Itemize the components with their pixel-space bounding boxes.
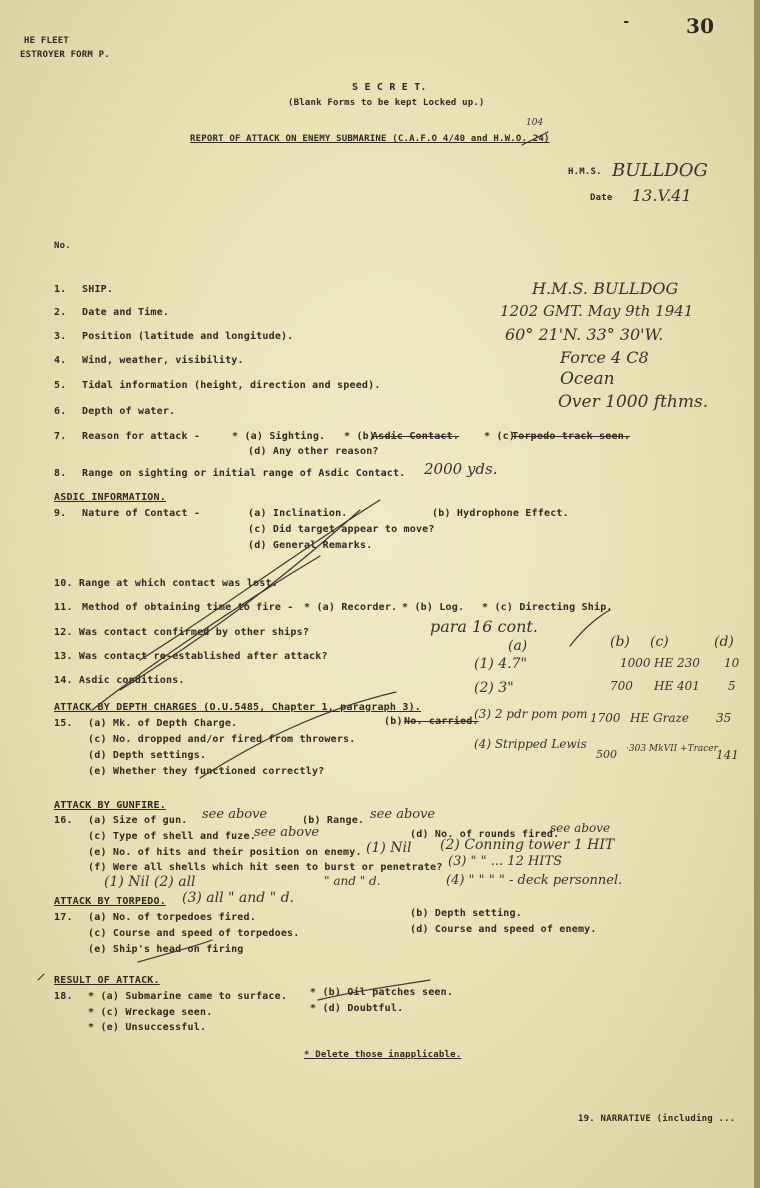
item-3-num: 3. <box>54 331 67 342</box>
depth-charges-heading: ATTACK BY DEPTH CHARGES (O.U.5485, Chapter 1, paragraph 3). <box>54 702 422 713</box>
asdic-heading: ASDIC INFORMATION. <box>54 492 166 503</box>
q10: 10. Range at which contact was lost. <box>54 578 278 589</box>
item-2-answer: 1202 GMT. May 9th 1941 <box>500 302 694 320</box>
item-8-answer: 2000 yds. <box>424 460 498 478</box>
q18-e: * (e) Unsuccessful. <box>88 1022 207 1033</box>
item-7-label: Reason for attack - <box>82 431 201 442</box>
result-strike <box>318 980 430 1000</box>
item-6-num: 6. <box>54 406 67 417</box>
q16-c: (c) Type of shell and fuze. <box>88 831 256 842</box>
q12: 12. Was contact confirmed by other ships? <box>54 627 310 638</box>
q15-num: 15. <box>54 718 73 729</box>
q16-b-answer: see above <box>370 807 436 822</box>
gun-table-header-a: (a) <box>508 638 528 654</box>
gun-table-column-mark <box>570 610 610 646</box>
q9-num: 9. <box>54 508 67 519</box>
q16-a-answer: see above <box>202 807 268 822</box>
q11-c: * (c) Directing Ship. <box>482 602 613 613</box>
item-5-answer: Ocean <box>560 369 615 389</box>
gun-row-1-d: 10 <box>724 656 740 670</box>
item-7-option-b: * (b) <box>344 431 376 442</box>
title-correction-stroke <box>522 132 548 145</box>
q16-d: (d) No. of rounds fired. <box>410 829 560 840</box>
item-2-num: 2. <box>54 307 67 318</box>
gun-row-4-d: 141 <box>716 748 739 762</box>
q17-b: (b) Depth setting. <box>410 908 522 919</box>
report-superscript: 104 <box>526 118 544 128</box>
item-5-label: Tidal information (height, direction and speed). <box>82 380 381 391</box>
gun-row-4-b: 500 <box>596 748 617 761</box>
gun-table-header-b: (b) <box>610 634 630 650</box>
item-6-label: Depth of water. <box>82 406 176 417</box>
item-8-label: Range on sighting or initial range of Asdic Contact. <box>82 468 406 479</box>
q11-label: Method of obtaining time to fire - <box>82 602 294 613</box>
q17-d: (d) Course and speed of enemy. <box>410 924 597 935</box>
q14: 14. Asdic conditions. <box>54 675 185 686</box>
gun-table-header-c: (c) <box>650 634 669 650</box>
report-no-label: No. <box>54 241 71 251</box>
page-number: 30 <box>686 14 715 38</box>
item-7-option-c: * (c) <box>484 431 516 442</box>
q16-e-answer-1: (1) Nil <box>366 840 412 856</box>
narrative-label: 19. NARRATIVE (including ... <box>578 1114 736 1124</box>
q17-e: (e) Ship's head on firing <box>88 944 244 955</box>
item-2-label: Date and Time. <box>82 307 170 318</box>
q11-num: 11. <box>54 602 73 613</box>
blank-forms-note: (Blank Forms to be kept Locked up.) <box>288 98 485 108</box>
result-heading: RESULT OF ATTACK. <box>54 975 160 986</box>
para-16-cont-note: para 16 cont. <box>430 617 538 636</box>
q16-b: (b) Range. <box>302 815 365 826</box>
page-mark: - <box>622 14 631 30</box>
q15-b-struck: No. carried. <box>404 716 479 727</box>
item-1-label: SHIP. <box>82 284 114 295</box>
item-7-option-c-struck: Torpedo track seen. <box>512 431 631 442</box>
q11-b: * (b) Log. <box>402 602 465 613</box>
report-title: REPORT OF ATTACK ON ENEMY SUBMARINE (C.A.F.O 4/40 and H.W.O. 24) <box>190 134 550 144</box>
q17-num: 17. <box>54 912 73 923</box>
q16-f-answer-right: (4) " " " " - deck personnel. <box>446 873 623 888</box>
q16-f-answer-left: (1) Nil (2) all <box>104 874 196 890</box>
q16-e: (e) No. of hits and their position on enemy. <box>88 847 362 858</box>
q18-a: * (a) Submarine came to surface. <box>88 991 288 1002</box>
torpedo-cross-out <box>138 940 212 962</box>
date-label: Date <box>590 193 613 203</box>
gun-row-2-d: 5 <box>728 679 736 693</box>
torpedo-overlay-answer: (3) all " and " d. <box>182 890 294 906</box>
item-7-option-b-struck: Asdic Contact. <box>372 431 460 442</box>
item-7-num: 7. <box>54 431 67 442</box>
gun-table-header-d: (d) <box>714 634 734 650</box>
gun-row-3-b: 1700 <box>590 711 621 725</box>
delete-note: * Delete those inapplicable. <box>304 1050 462 1060</box>
item-7-option-a: * (a) Sighting. <box>232 431 326 442</box>
item-1-answer: H.M.S. BULLDOG <box>532 279 679 298</box>
q16-f-answer-mid: " and " d. <box>324 874 381 888</box>
depth-charges-cross-out <box>200 692 396 778</box>
hms-label: H.M.S. <box>568 167 602 177</box>
item-3-answer: 60° 21'N. 33° 30'W. <box>505 325 664 344</box>
gun-row-4-c: ·303 MkVII +Tracer <box>626 744 718 754</box>
q18-b: * (b) Oil patches seen. <box>310 987 454 998</box>
q9-d: (d) General Remarks. <box>248 540 373 551</box>
gun-row-1-a: (1) 4.7" <box>474 656 527 672</box>
form-source-line-1: HE FLEET <box>24 36 69 46</box>
q16-d-answer: see above <box>550 821 611 835</box>
item-7-option-d: (d) Any other reason? <box>248 446 379 457</box>
q9-c: (c) Did target appear to move? <box>248 524 435 535</box>
q11-a: * (a) Recorder. <box>304 602 398 613</box>
q15-d: (d) Depth settings. <box>88 750 207 761</box>
q16-f: (f) Were all shells which hit seen to burst or penetrate? <box>88 862 443 873</box>
q18-d: * (d) Doubtful. <box>310 1003 404 1014</box>
q15-c: (c) No. dropped and/or fired from throwers. <box>88 734 356 745</box>
gun-row-1-b: 1000 <box>620 656 651 670</box>
hms-name: BULLDOG <box>612 160 708 181</box>
gun-row-2-a: (2) 3" <box>474 680 514 696</box>
gun-row-4-a: (4) Stripped Lewis <box>474 737 587 751</box>
q17-c: (c) Course and speed of torpedoes. <box>88 928 300 939</box>
q16-c-answer: see above <box>254 825 320 840</box>
q16-a: (a) Size of gun. <box>88 815 188 826</box>
item-1-num: 1. <box>54 284 67 295</box>
gun-row-2-c: HE 401 <box>654 679 700 693</box>
item-6-answer: Over 1000 fthms. <box>558 392 709 412</box>
item-4-answer: Force 4 C8 <box>560 348 649 367</box>
item-4-label: Wind, weather, visibility. <box>82 355 244 366</box>
q15-b: (b) <box>384 716 403 727</box>
item-5-num: 5. <box>54 380 67 391</box>
q9-a: (a) Inclination. <box>248 508 348 519</box>
q18-num: 18. <box>54 991 73 1002</box>
secret-label: S E C R E T. <box>352 82 427 93</box>
q16-num: 16. <box>54 815 73 826</box>
gunfire-heading: ATTACK BY GUNFIRE. <box>54 800 166 811</box>
q16-e-answer-2: (2) Conning tower 1 HIT <box>440 837 615 853</box>
gun-row-3-c: HE Graze <box>630 711 689 725</box>
report-date: 13.V.41 <box>632 186 692 205</box>
q13: 13. Was contact re-established after attack? <box>54 651 328 662</box>
gun-row-1-c: HE 230 <box>654 656 700 670</box>
q15-e: (e) Whether they functioned correctly? <box>88 766 325 777</box>
gun-row-2-b: 700 <box>610 679 633 693</box>
gun-row-3-d: 35 <box>716 711 732 725</box>
item-4-num: 4. <box>54 355 67 366</box>
q9-b: (b) Hydrophone Effect. <box>432 508 569 519</box>
item-8-num: 8. <box>54 468 67 479</box>
q18-c: * (c) Wreckage seen. <box>88 1007 213 1018</box>
q9-label: Nature of Contact - <box>82 508 201 519</box>
torpedo-heading: ATTACK BY TORPEDO. <box>54 896 166 907</box>
form-source-line-2: ESTROYER FORM P. <box>20 50 110 60</box>
q17-a: (a) No. of torpedoes fired. <box>88 912 256 923</box>
q16-e-answer-3: (3) " " ... 12 HITS <box>448 854 563 869</box>
item-3-label: Position (latitude and longitude). <box>82 331 294 342</box>
gun-row-3-a: (3) 2 pdr pom pom <box>474 707 588 721</box>
q15-a: (a) Mk. of Depth Charge. <box>88 718 238 729</box>
margin-tick <box>38 974 44 980</box>
